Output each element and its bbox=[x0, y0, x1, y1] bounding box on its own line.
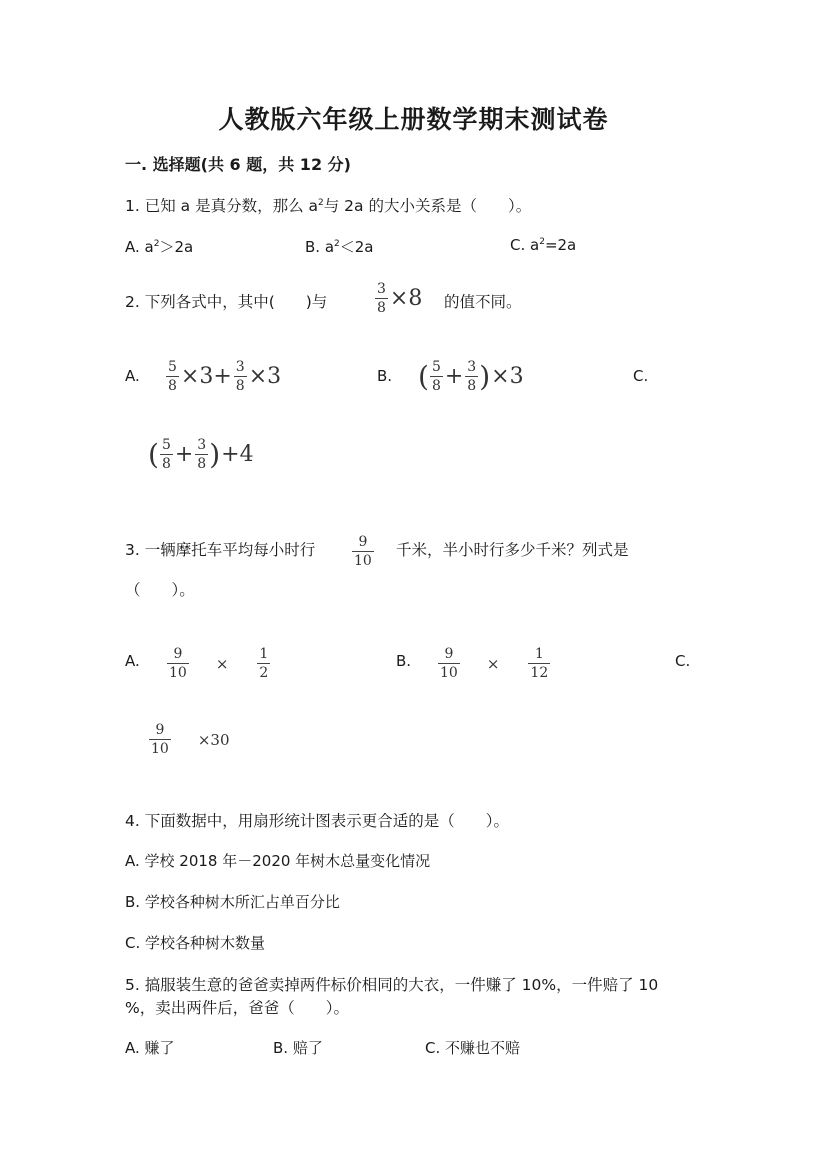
q3-option-c-expression[interactable]: $\frac{9}{10}$ ×30 bbox=[151, 722, 230, 757]
q2-option-c-label[interactable]: C. bbox=[633, 367, 649, 385]
q2-option-b-expression[interactable]: ( $\frac{5}{8}$ + $\frac{3}{8}$ ) ×3 bbox=[418, 359, 524, 394]
q1-option-b[interactable]: B. $a^2<2a$ bbox=[305, 238, 374, 256]
question-4: 4. 下面数据中，用扇形统计图表示更合适的是（ ）。 bbox=[125, 812, 509, 830]
question-3-answer-blank: （ ）。 bbox=[125, 581, 195, 599]
question-2-text-end: 的值不同。 bbox=[444, 293, 522, 311]
q1-option-c[interactable]: C. $a^2=2a$ bbox=[510, 236, 577, 254]
q3-option-b-expression[interactable]: $\frac{9}{10}$ × $\frac{1}{12}$ bbox=[440, 646, 549, 681]
question-5-line-2: %，卖出两件后，爸爸（ ）。 bbox=[125, 999, 349, 1017]
section-heading: 一. 选择题(共 6 题，共 12 分) bbox=[125, 155, 351, 174]
question-2-text-start: 2. 下列各式中，其中( )与 bbox=[125, 293, 328, 311]
q3-option-c-label[interactable]: C. bbox=[675, 652, 691, 670]
q2-option-c-expression[interactable]: ( $\frac{5}{8}$ + $\frac{3}{8}$ ) +4 bbox=[148, 437, 254, 472]
question-2-expression: $\frac{3}{8}$ ×8 bbox=[377, 281, 423, 316]
q3-option-a-label[interactable]: A. bbox=[125, 652, 140, 670]
q5-option-b[interactable]: B. 赔了 bbox=[273, 1039, 323, 1057]
q3-option-b-label[interactable]: B. bbox=[396, 652, 412, 670]
question-3-fraction: $\frac{9}{10}$ bbox=[354, 534, 372, 569]
q2-option-a-expression[interactable]: $\frac{5}{8}$ ×3+ $\frac{3}{8}$ ×3 bbox=[168, 359, 282, 394]
q4-option-c[interactable]: C. 学校各种树木数量 bbox=[125, 934, 266, 952]
q4-option-a[interactable]: A. 学校 2018 年－2020 年树木总量变化情况 bbox=[125, 852, 431, 870]
q2-option-b-label[interactable]: B. bbox=[377, 367, 393, 385]
q2-option-a-label[interactable]: A. bbox=[125, 367, 140, 385]
q1-option-a[interactable]: A. $a^2>2a$ bbox=[125, 238, 194, 256]
question-3-text-start: 3. 一辆摩托车平均每小时行 bbox=[125, 541, 316, 559]
question-1: 1. 已知 a 是真分数，那么 $a^2$与 2a 的大小关系是（ ）。 bbox=[125, 197, 532, 215]
question-5-line-1: 5. 搞服装生意的爸爸卖掉两件标价相同的大衣，一件赚了 10%，一件赔了 10 bbox=[125, 976, 659, 994]
q5-option-c[interactable]: C. 不赚也不赔 bbox=[425, 1039, 521, 1057]
fraction: $\frac{3}{8}$ bbox=[377, 281, 386, 316]
page-title: 人教版六年级上册数学期末测试卷 bbox=[218, 105, 609, 134]
question-3-text-end: 千米，半小时行多少千米？列式是 bbox=[396, 541, 629, 559]
q3-option-a-expression[interactable]: $\frac{9}{10}$ × $\frac{1}{2}$ bbox=[169, 646, 269, 681]
q4-option-b[interactable]: B. 学校各种树木所汇占单百分比 bbox=[125, 893, 340, 911]
q5-option-a[interactable]: A. 赚了 bbox=[125, 1039, 175, 1057]
